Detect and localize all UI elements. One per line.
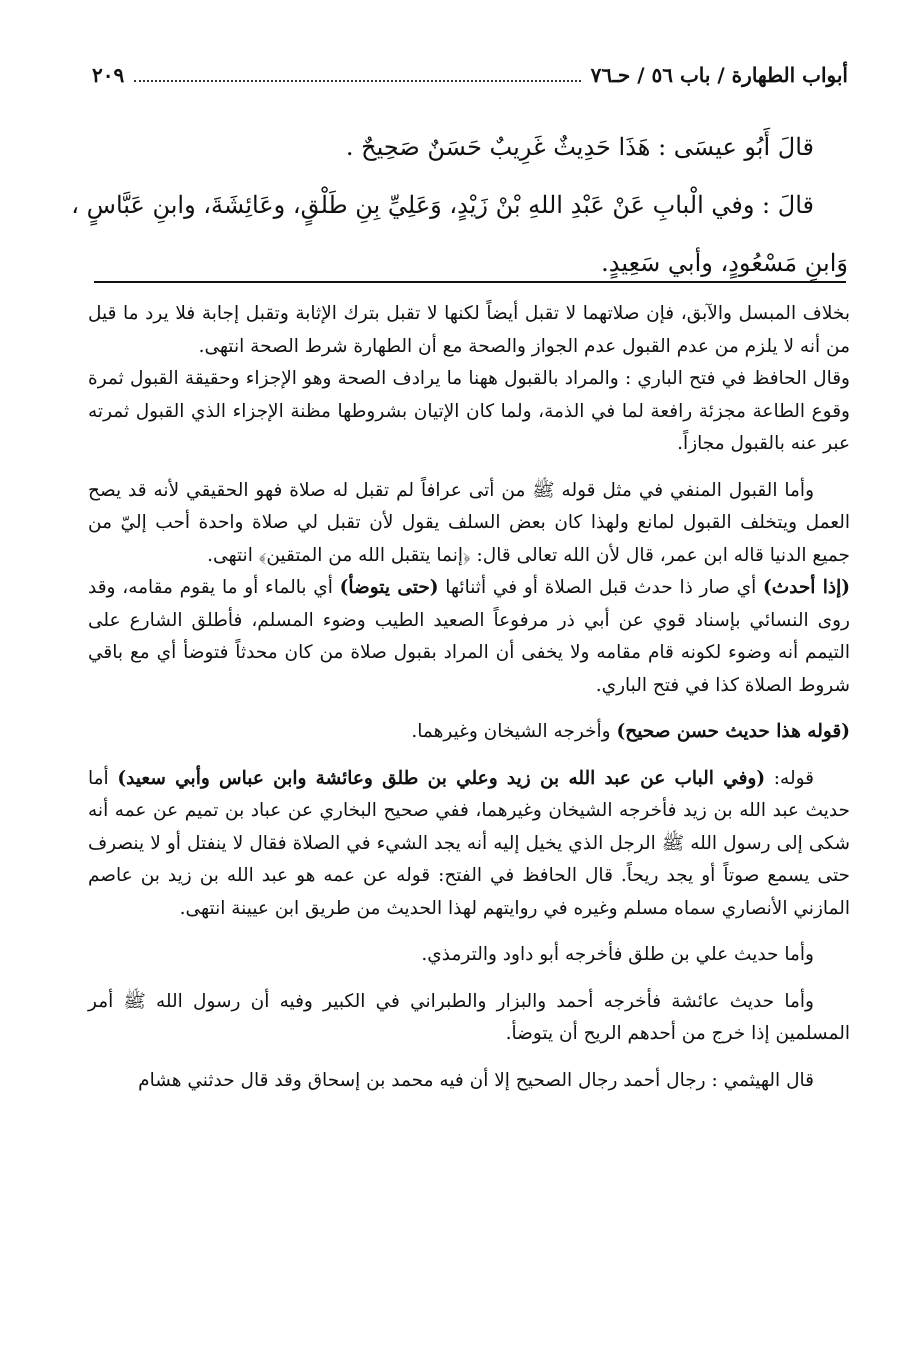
commentary-paragraph-4-text-1: أي صار ذا حدث قبل الصلاة أو في أثنائها xyxy=(438,577,763,598)
commentary-paragraph-4 xyxy=(88,572,850,702)
running-header xyxy=(92,58,848,92)
commentary-paragraph-3: وأما القبول المنفي في مثل قوله ﷺ من أتى عرافاً لم تقبل له صلاة فهو الحقيقي لأنه قد يصح العمل ويتخلف القبول لمانع ولهذا كان بعض السلف يقول لأن تقبل لي صلاة واحدة أحب إليّ من جميع الدنيا قاله ابن عمر، قال لأن الله تعالى قال: ﴿إنما يتقبل الله من المتقين﴾ انتهى. xyxy=(88,479,850,566)
commentary-paragraph-5 xyxy=(88,716,850,749)
commentary-paragraph-2: وقال الحافظ في فتح الباري : والمراد بالقبول ههنا ما يرادف الصحة وهو الإجزاء وحقيقة القبول ثمرة وقوع الطاعة مجزئة رافعة لما في الذمة، ولما كان الإتيان بشروطها مظنة الإجزاء الذي القبول ثمرته عبر عنه بالقبول مجازاً. xyxy=(88,368,850,454)
commentary-paragraph-6 xyxy=(88,763,850,926)
lemma-hatta-yatawadda: (حتى يتوضأ) xyxy=(339,577,439,598)
commentary-paragraph-8: وأما حديث عائشة فأخرجه أحمد والبزار والطبراني في الكبير وفيه أن رسول الله ﷺ أمر المسلمين إذا خرج من أحدهم الريح أن يتوضأ. xyxy=(88,990,850,1044)
commentary-paragraph-9: قال الهيثمي : رجال أحمد رجال الصحيح إلا أن فيه محمد بن إسحاق وقد قال حدثني هشام xyxy=(138,1069,814,1091)
footnote-separator xyxy=(94,281,846,283)
commentary-block xyxy=(88,298,850,1097)
page-number: ٢٠٩ xyxy=(92,63,125,87)
hadith-main-text xyxy=(70,118,848,292)
commentary-paragraph-1: بخلاف المبسل والآبق، فإن صلاتهما لا تقبل أيضاً لكنها لا تقبل بترك الإثابة وتقبل إجابة فلا يرد ما قيل من أنه لا يلزم من عدم القبول عدم الجواز والصحة مع أن الطهارة شرط الصحة انتهى. xyxy=(88,303,850,357)
main-text-line-1: قالَ أَبُو عيسَى : هَذَا حَدِيثٌ غَرِيبٌ حَسَنٌ صَحِيحٌ . xyxy=(345,133,814,161)
commentary-paragraph-6-lead: قوله: xyxy=(765,767,814,789)
commentary-paragraph-5-text: وأخرجه الشيخان وغيرهما. xyxy=(411,721,617,742)
header-title: أبواب الطهارة / باب ٥٦ / حـ٧٦ xyxy=(590,63,848,87)
commentary-paragraph-6-text: أما حديث عبد الله بن زيد فأخرجه الشيخان وغيرهما، ففي صحيح البخاري عن عباد بن تميم عن عمه أنه شكى إلى رسول الله ﷺ الرجل الذي يخيل إليه أنه يجد الشيء في الصلاة فقال لا ينفتل أو لا ينصرف حتى يسمع صوتاً أو يجد ريحاً. قال الحافظ في الفتح: قوله عن عمه هو عبد الله بن زيد بن عاصم المازني الأنصاري سماه مسلم وغيره في روايتهم لهذا الحديث من طريق ابن عيينة انتهى. xyxy=(88,767,850,919)
lemma-hasan-sahih: (قوله هذا حديث حسن صحيح) xyxy=(616,721,850,742)
commentary-paragraph-7: وأما حديث علي بن طلق فأخرجه أبو داود والترمذي. xyxy=(421,944,814,965)
header-dot-leader xyxy=(134,68,580,82)
main-text-line-2: قالَ : وفي الْبابِ عَنْ عَبْدِ اللهِ بْنْ زَيْدٍ، وَعَلِيِّ بِنِ طَلْقٍ، وعَائِشَةَ، وابنِ عَبَّاسٍ ، xyxy=(71,191,814,219)
lemma-idha-ahdath: (إذا أحدث) xyxy=(762,577,850,598)
lemma-wa-fil-bab: (وفي الباب عن عبد الله بن زيد وعلي بن طلق وعائشة وابن عباس وأبي سعيد) xyxy=(117,767,766,789)
commentary-paragraph-4-text-2: أي بالماء أو ما يقوم مقامه، وقد روى النسائي بإسناد قوي عن أبي ذر مرفوعاً الصعيد الطيب وضوء المسلم، فأطلق الشارع على التيمم أنه وضوء لكونه قام مقامه ولا يخفى أن المراد بقبول صلاة من كان محدثاً فتوضأ أي مع باقي شروط الصلاة كذا في فتح الباري. xyxy=(88,577,850,696)
main-text-line-3: وَابنِ مَسْعُودٍ، وأبي سَعِيدٍ. xyxy=(601,249,848,277)
